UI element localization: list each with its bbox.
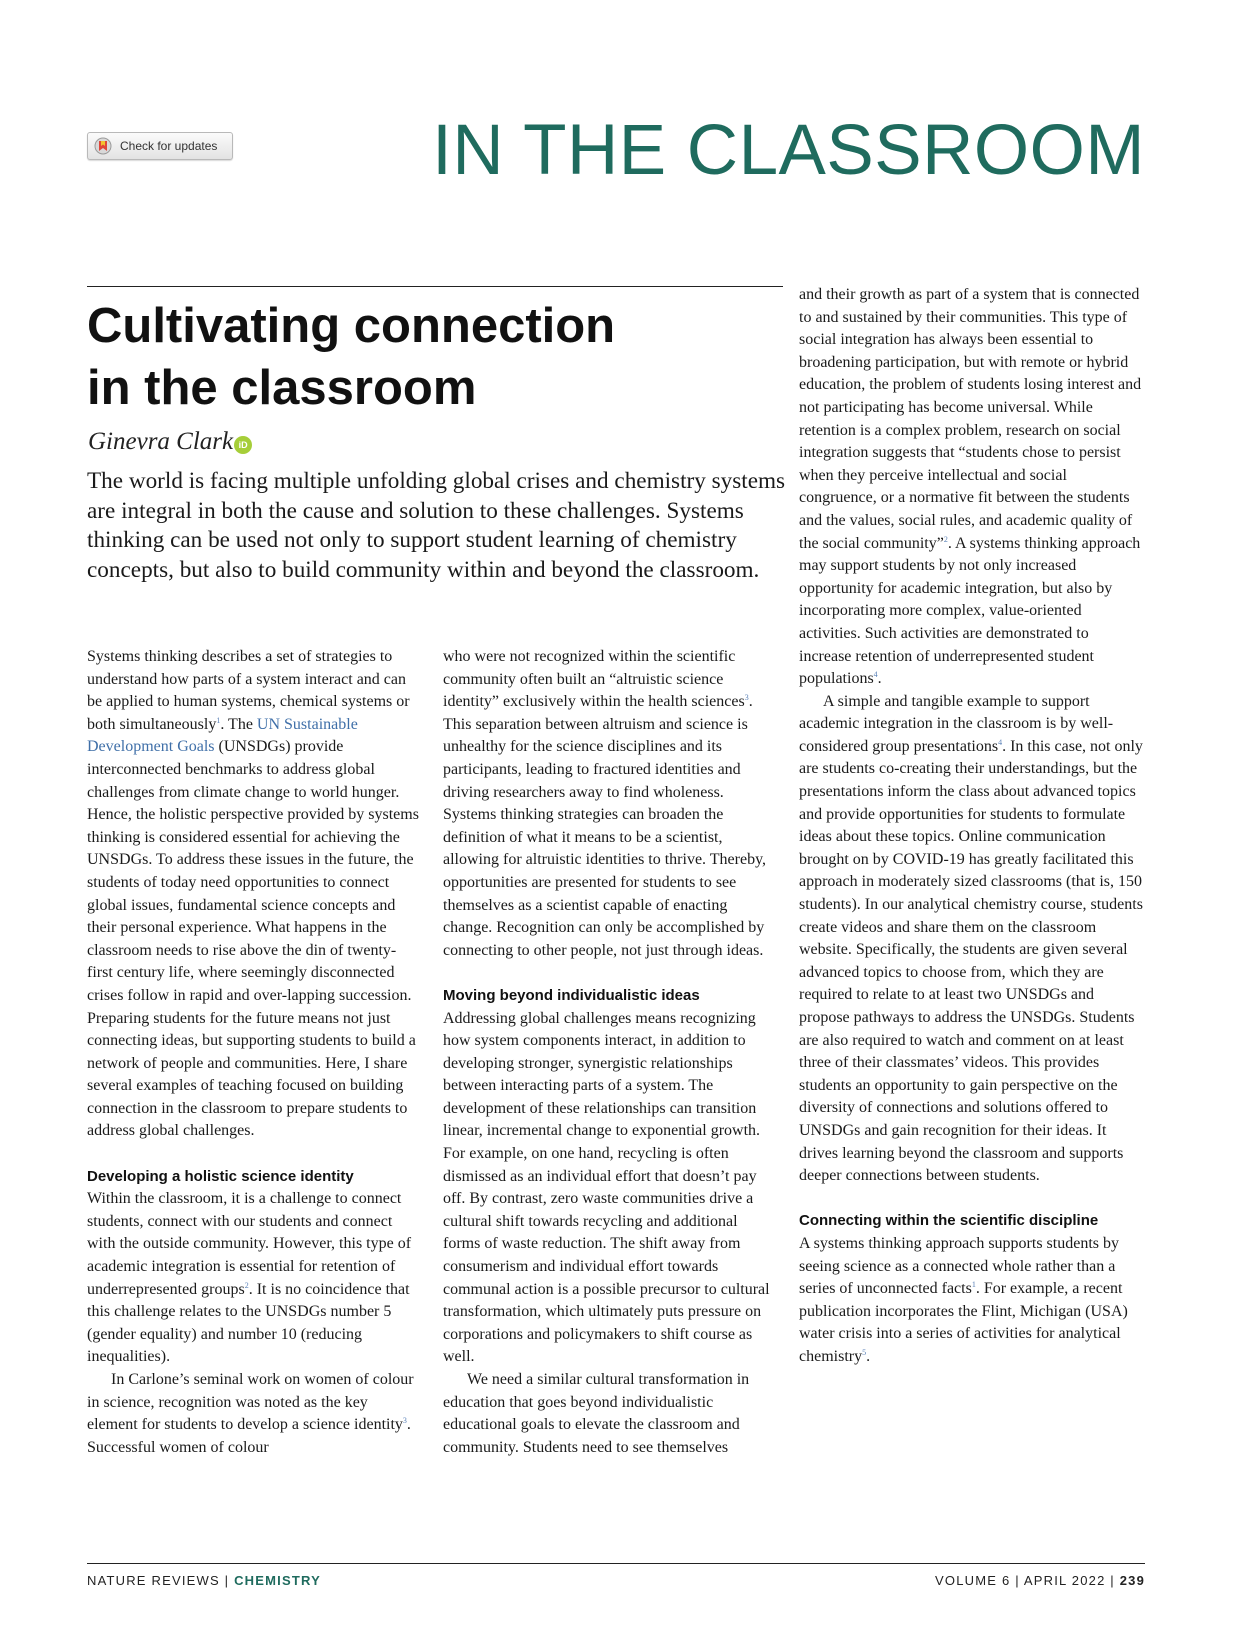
text-run: . Successful women of colour: [87, 1416, 411, 1456]
reference-link[interactable]: 4: [873, 670, 878, 680]
text-run: In Carlone’s seminal work on women of colour in science, recognition was noted as the key element for students to develop a science identity: [87, 1371, 414, 1434]
section-heading: Connecting within the scientific discipline: [799, 1212, 1099, 1230]
journal-subject: CHEMISTRY: [234, 1573, 321, 1588]
article-title-line-1: Cultivating connection: [87, 299, 616, 353]
paragraph: [799, 284, 1144, 691]
text-run: Systems thinking describes a set of strategies to understand how parts of a system interact and can be applied to human systems, chemical systems or both simultaneously: [87, 648, 410, 733]
journal-name: NATURE REVIEWS: [87, 1573, 220, 1588]
page-number: 239: [1119, 1573, 1145, 1588]
unsdg-link[interactable]: UN Sustainable Development Goals: [87, 715, 358, 756]
text-run: . For example, a recent publication incorporates the Flint, Michigan (USA) water crisis into a series of activities for analytical chemistry: [799, 1280, 1128, 1365]
paragraph: Addressing global challenges means recognizing how system components interact, in addition to developing stronger, synergistic relationships between interacting parts of a system. The development of these relationships can transition linear, incremental change to exponential growth. For example, on one hand, recycling is often dismissed as an individual effort that doesn’t pay off. By contrast, zero waste communities drive a cultural shift towards recycling and additional forms of waste reduction. The shift away from consumerism and individual effort towards communal action is a possible precursor to cultural transformation, which ultimately puts pressure on corporations and policymakers to shift course as well.: [443, 1009, 770, 1366]
paragraph: [87, 1369, 422, 1459]
body-column-3: [799, 284, 1144, 1369]
orcid-icon[interactable]: iD: [234, 436, 252, 454]
reference-link[interactable]: 1: [216, 715, 221, 725]
footer-divider: [87, 1563, 1145, 1564]
reference-link[interactable]: 3: [744, 693, 749, 703]
separator: |: [1010, 1573, 1024, 1588]
author-name: Ginevra Clark: [88, 428, 234, 455]
body-column-1: [87, 646, 422, 1459]
text-run: .: [877, 670, 882, 688]
check-for-updates-button[interactable]: [87, 132, 233, 160]
reference-link[interactable]: 2: [943, 534, 948, 544]
footer-issue: [935, 1573, 1145, 1588]
check-for-updates-label: Check for updates: [120, 139, 218, 153]
section-header: IN THE CLASSROOM: [432, 111, 1145, 190]
issue-date: APRIL 2022: [1023, 1573, 1106, 1588]
reference-link[interactable]: 2: [244, 1280, 249, 1290]
title-divider: [87, 286, 783, 287]
paragraph: We need a similar cultural transformation in education that goes beyond individualistic educational goals to elevate the classroom and community. Students need to see themselves: [443, 1371, 750, 1456]
text-run: . This separation between altruism and science is unhealthy for the science disciplines and its participants, leading to fractured identities and driving researchers away to find wholeness. Systems thinking strategies can broaden the definition of what it means to be a scientist, allowing for altruistic identities to thrive. Thereby, opportunities are presented for students to see themselves as a scientist capable of enacting change. Recognition can only be accomplished by connecting to other people, not just through ideas.: [443, 693, 767, 959]
section-heading: Moving beyond individualistic ideas: [443, 986, 700, 1004]
check-updates-icon: [94, 137, 112, 155]
paragraph: [87, 646, 422, 1143]
paragraph: [799, 1233, 1144, 1369]
text-run: and their growth as part of a system that is connected to and sustained by their communities. This type of social integration has always been essential to broadening participation, but with remote or hybrid education, the problem of students losing interest and not participating has become universal. While retention is a complex problem, research on social integration suggests that “students chose to persist when they perceive intellectual and social congruence, or a normative fit between the students and the values, social rules, and academic quality of the social community”: [799, 286, 1142, 552]
reference-link[interactable]: 4: [998, 737, 1003, 747]
text-run: who were not recognized within the scientific community often built an “altruistic science identity” exclusively within the health sciences: [443, 648, 745, 711]
text-run: Within the classroom, it is a challenge to connect students, connect with our students and connect with the outside community. However, this type of academic integration is essential for retention of underrepresented groups: [87, 1190, 412, 1298]
text-run: (UNSDGs) provide interconnected benchmarks to address global challenges from climate change to world hunger. Hence, the holistic perspective provided by systems thinking is considered essential for achieving the UNSDGs. To address these issues in the future, the students of today need opportunities to connect global issues, fundamental science concepts and their personal experience. What happens in the classroom needs to rise above the din of twenty-first century life, where seemingly disconnected crises follow in rapid and over-lapping succession. Preparing students for the future means not just connecting ideas, but supporting students to build a network of people and communities. Here, I share several examples of teaching focused on building connection in the classroom to prepare students to address global challenges.: [87, 738, 419, 1140]
text-run: . It is no coincidence that this challenge relates to the UNSDGs number 5 (gender equality) and number 10 (reducing inequalities).: [87, 1280, 410, 1366]
paragraph: [87, 1188, 422, 1369]
paragraph: [443, 646, 778, 962]
reference-link[interactable]: 5: [862, 1347, 867, 1357]
paragraph: [799, 691, 1144, 1188]
text-run: .: [866, 1347, 871, 1365]
text-run: . In this case, not only are students co-creating their understandings, but the presentations inform the class about advanced topics and provide opportunities for students to formulate ideas about these topics. Online communication brought on by COVID-19 has greatly facilitated this approach in moderately sized classrooms (that is, 150 students). In our analytical chemistry course, students create videos and share them on the classroom website. Specifically, the students are given several advanced topics to choose from, which they are required to relate to at least two UNSDGs and propose pathways to address the UNSDGs. Students are also required to watch and comment on at least three of their classmates’ videos. This provides students an opportunity to gain perspective on the diversity of connections and solutions offered to UNSDGs and gain recognition for their ideas. It drives learning beyond the classroom and supports deeper connections between students.: [799, 737, 1143, 1185]
text-run: . A systems thinking approach may support students by not only increased opportunity for academic integration, but also by incorporating more complex, value-oriented activities. Such activities are demonstrated to increase retention of underrepresented student populations: [799, 534, 1141, 688]
author-byline: [88, 428, 252, 456]
separator: |: [219, 1573, 235, 1588]
section-heading: Developing a holistic science identity: [87, 1167, 354, 1185]
volume: VOLUME 6: [935, 1573, 1011, 1588]
separator: |: [1105, 1573, 1120, 1588]
text-run: . The: [220, 715, 257, 733]
standfirst: The world is facing multiple unfolding global crises and chemistry systems are integral in both the cause and solution to these challenges. Systems thinking can be used not only to support student learning of chemistry concepts, but also to build community within and beyond the classroom.: [87, 468, 786, 583]
text-run: A simple and tangible example to support academic integration in the classroom is by well-considered group presentations: [799, 692, 1114, 755]
body-column-2: [443, 646, 778, 1459]
footer-journal: [87, 1573, 321, 1588]
article-title-line-2: in the classroom: [87, 361, 477, 415]
text-run: A systems thinking approach supports students by seeing science as a connected whole rather than a series of unconnected facts: [799, 1234, 1119, 1298]
reference-link[interactable]: 1: [971, 1280, 976, 1290]
article-title: [87, 295, 777, 419]
reference-link[interactable]: 3: [402, 1416, 407, 1426]
